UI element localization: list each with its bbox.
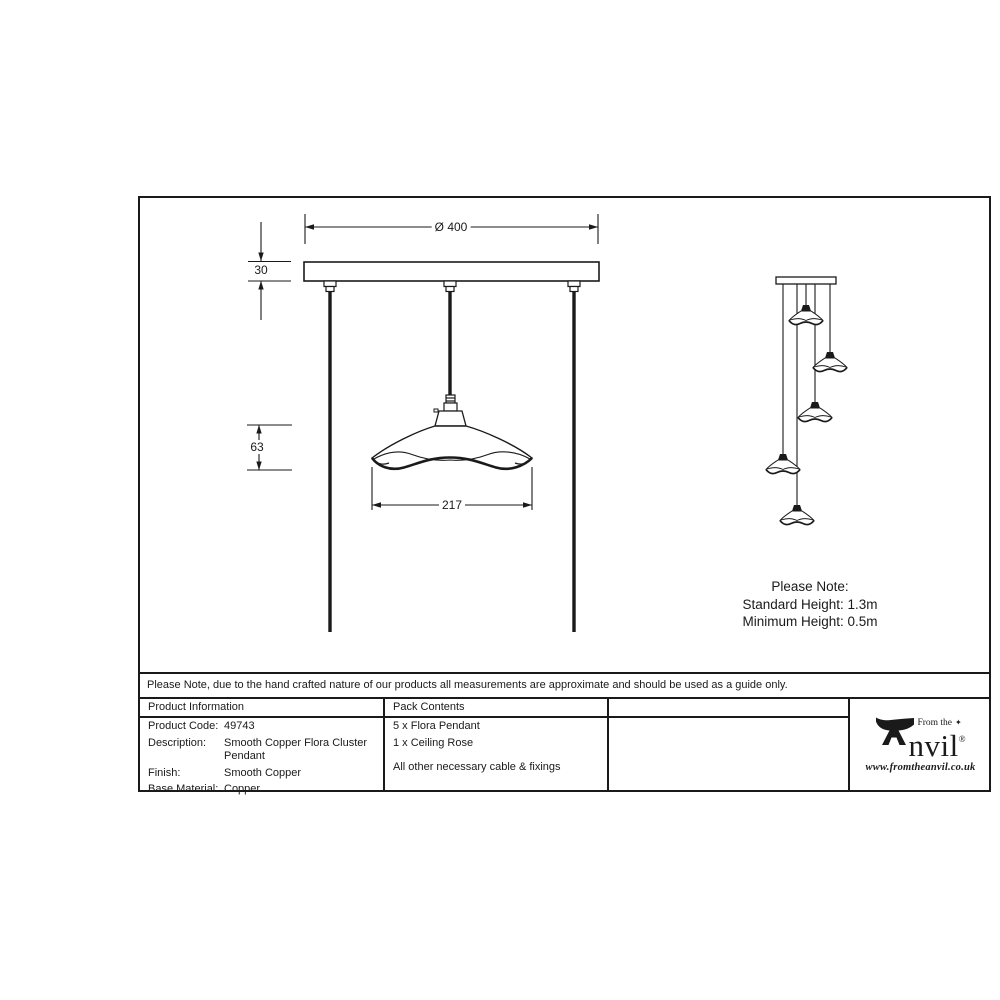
table-row <box>148 737 388 764</box>
product-info-table <box>148 720 388 800</box>
star-icon: ✦ <box>955 718 962 727</box>
dim-label-diameter: Ø 400 <box>432 220 471 234</box>
pack-contents-header: Pack Contents <box>393 701 465 713</box>
dim-label-plate-thickness: 30 <box>254 263 268 277</box>
dim-label-shade-height: 63 <box>250 440 264 454</box>
logo-website: www.fromtheanvil.co.uk <box>865 762 976 773</box>
logo-wordmark-text: nvil <box>908 728 959 763</box>
base-material-value: Copper <box>224 783 261 795</box>
height-note-title: Please Note: <box>771 579 849 594</box>
finish-value: Smooth Copper <box>224 766 302 779</box>
logo-wordmark <box>908 727 966 763</box>
dim-label-shade-diameter: 217 <box>439 498 465 512</box>
height-note-minimum: Minimum Height: 0.5m <box>742 614 878 629</box>
brand-logo <box>850 698 991 792</box>
table-row <box>148 783 388 797</box>
list-item: All other necessary cable & fixings <box>393 761 561 773</box>
logo-from-the-text: From the <box>917 718 953 728</box>
product-code-label: Product Code: <box>148 720 219 732</box>
finish-label: Finish: <box>148 766 181 779</box>
product-code-value: 49743 <box>224 720 255 732</box>
registered-mark: ® <box>958 734 966 744</box>
table-row <box>148 767 388 781</box>
list-item: 5 x Flora Pendant <box>393 720 480 732</box>
product-info-header: Product Information <box>148 701 244 713</box>
logo-lockup <box>875 717 966 763</box>
logo-text <box>908 717 966 763</box>
height-note-standard: Standard Height: 1.3m <box>742 596 878 612</box>
pack-contents-list <box>393 720 598 778</box>
height-note <box>710 578 910 631</box>
base-material-label: Base Material: <box>148 783 219 795</box>
description-value: Smooth Copper Flora Cluster Pendant <box>224 736 368 762</box>
table-row <box>148 720 388 734</box>
divider-header-bottom <box>138 716 848 718</box>
divider-col-2 <box>607 697 609 792</box>
list-item: 1 x Ceiling Rose <box>393 736 474 749</box>
description-label: Description: <box>148 736 207 749</box>
disclaimer-text: Please Note, due to the hand crafted nature of our products all measurements are approximate and should be used as a guide only. <box>147 679 788 691</box>
